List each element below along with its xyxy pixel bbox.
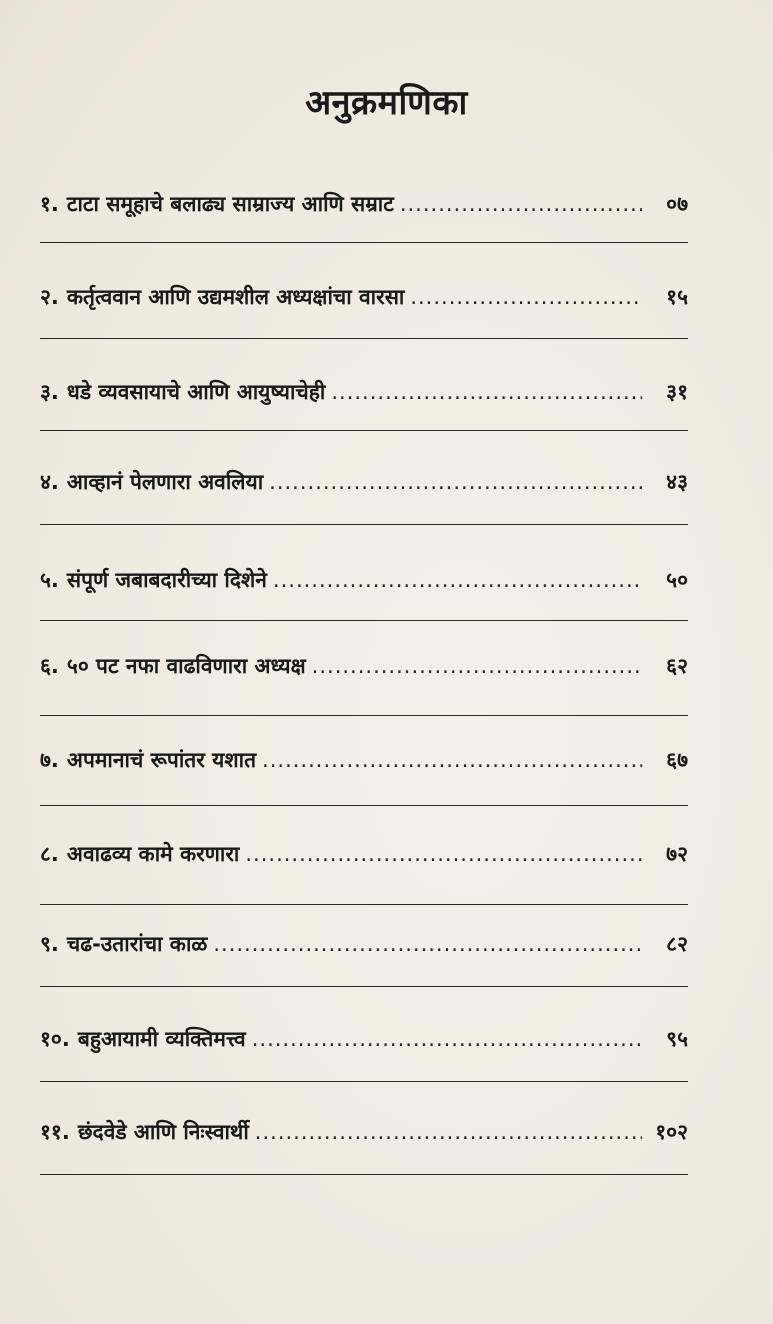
entry-number: ५.	[40, 568, 59, 592]
entry-number: ६.	[40, 654, 59, 678]
entry-title: बहुआयामी व्यक्तिमत्त्व	[77, 1027, 246, 1051]
divider-line	[40, 904, 688, 905]
entry-title: छंदवेडे आणि निःस्वार्थी	[77, 1120, 249, 1144]
entry-number: २.	[40, 285, 59, 309]
divider-line	[40, 524, 688, 525]
leader-dots	[262, 748, 642, 772]
leader-dots	[331, 380, 642, 404]
entry-page: ९५	[666, 1027, 688, 1051]
toc-entry	[40, 652, 688, 680]
leader-dots	[410, 285, 642, 309]
toc-entry	[40, 283, 688, 311]
toc-entry	[40, 1118, 688, 1146]
entry-page: १०२	[655, 1120, 688, 1144]
entry-page: ४३	[666, 470, 688, 494]
leader-dots	[213, 932, 642, 956]
entry-page: ६२	[666, 654, 688, 678]
entry-page: ८२	[666, 932, 688, 956]
entry-title: टाटा समूहाचे बलाढ्य साम्राज्य आणि सम्राट	[66, 192, 394, 216]
toc-entry	[40, 1025, 688, 1053]
divider-line	[40, 1081, 688, 1082]
leader-dots	[312, 654, 642, 678]
divider-line	[40, 715, 688, 716]
divider-line	[40, 805, 688, 806]
entry-page: ७२	[666, 842, 688, 866]
entry-page: ५०	[666, 568, 688, 592]
entry-title: अपमानाचं रूपांतर यशात	[66, 748, 257, 772]
entry-title: चढ-उतारांचा काळ	[66, 932, 208, 956]
entry-number: ४.	[40, 470, 59, 494]
entry-title: ५० पट नफा वाढविणारा अध्यक्ष	[66, 654, 306, 678]
entry-number: ८.	[40, 842, 59, 866]
leader-dots	[252, 1027, 642, 1051]
divider-line	[40, 1174, 688, 1175]
toc-entry	[40, 468, 688, 496]
leader-dots	[269, 470, 642, 494]
leader-dots	[245, 842, 642, 866]
divider-line	[40, 242, 688, 243]
entry-number: १०.	[40, 1027, 70, 1051]
toc-entry	[40, 566, 688, 594]
toc-entry	[40, 746, 688, 774]
entry-title: धडे व्यवसायाचे आणि आयुष्याचेही	[66, 380, 326, 404]
page-title: अनुक्रमणिका	[305, 83, 468, 123]
entry-page: १५	[666, 285, 688, 309]
entry-page: ६७	[666, 748, 688, 772]
entry-number: ११.	[40, 1120, 70, 1144]
entry-number: १.	[40, 192, 59, 216]
entry-title: संपूर्ण जबाबदारीच्या दिशेने	[66, 568, 267, 592]
toc-entry	[40, 190, 688, 218]
divider-line	[40, 338, 688, 339]
toc-entry	[40, 840, 688, 868]
entry-title: आव्हानं पेलणारा अवलिया	[66, 470, 264, 494]
leader-dots	[400, 192, 642, 216]
divider-line	[40, 430, 688, 431]
toc-entry	[40, 378, 688, 406]
entry-title: अवाढव्य कामे करणारा	[66, 842, 240, 866]
leader-dots	[255, 1120, 642, 1144]
divider-line	[40, 986, 688, 987]
divider-line	[40, 620, 688, 621]
leader-dots	[273, 568, 642, 592]
toc-entry	[40, 930, 688, 958]
entry-page: ०७	[666, 192, 688, 216]
entry-number: ३.	[40, 380, 59, 404]
entry-title: कर्तृत्ववान आणि उद्यमशील अध्यक्षांचा वारसा	[66, 285, 405, 309]
entry-number: ९.	[40, 932, 59, 956]
entry-number: ७.	[40, 748, 59, 772]
entry-page: ३१	[666, 380, 688, 404]
